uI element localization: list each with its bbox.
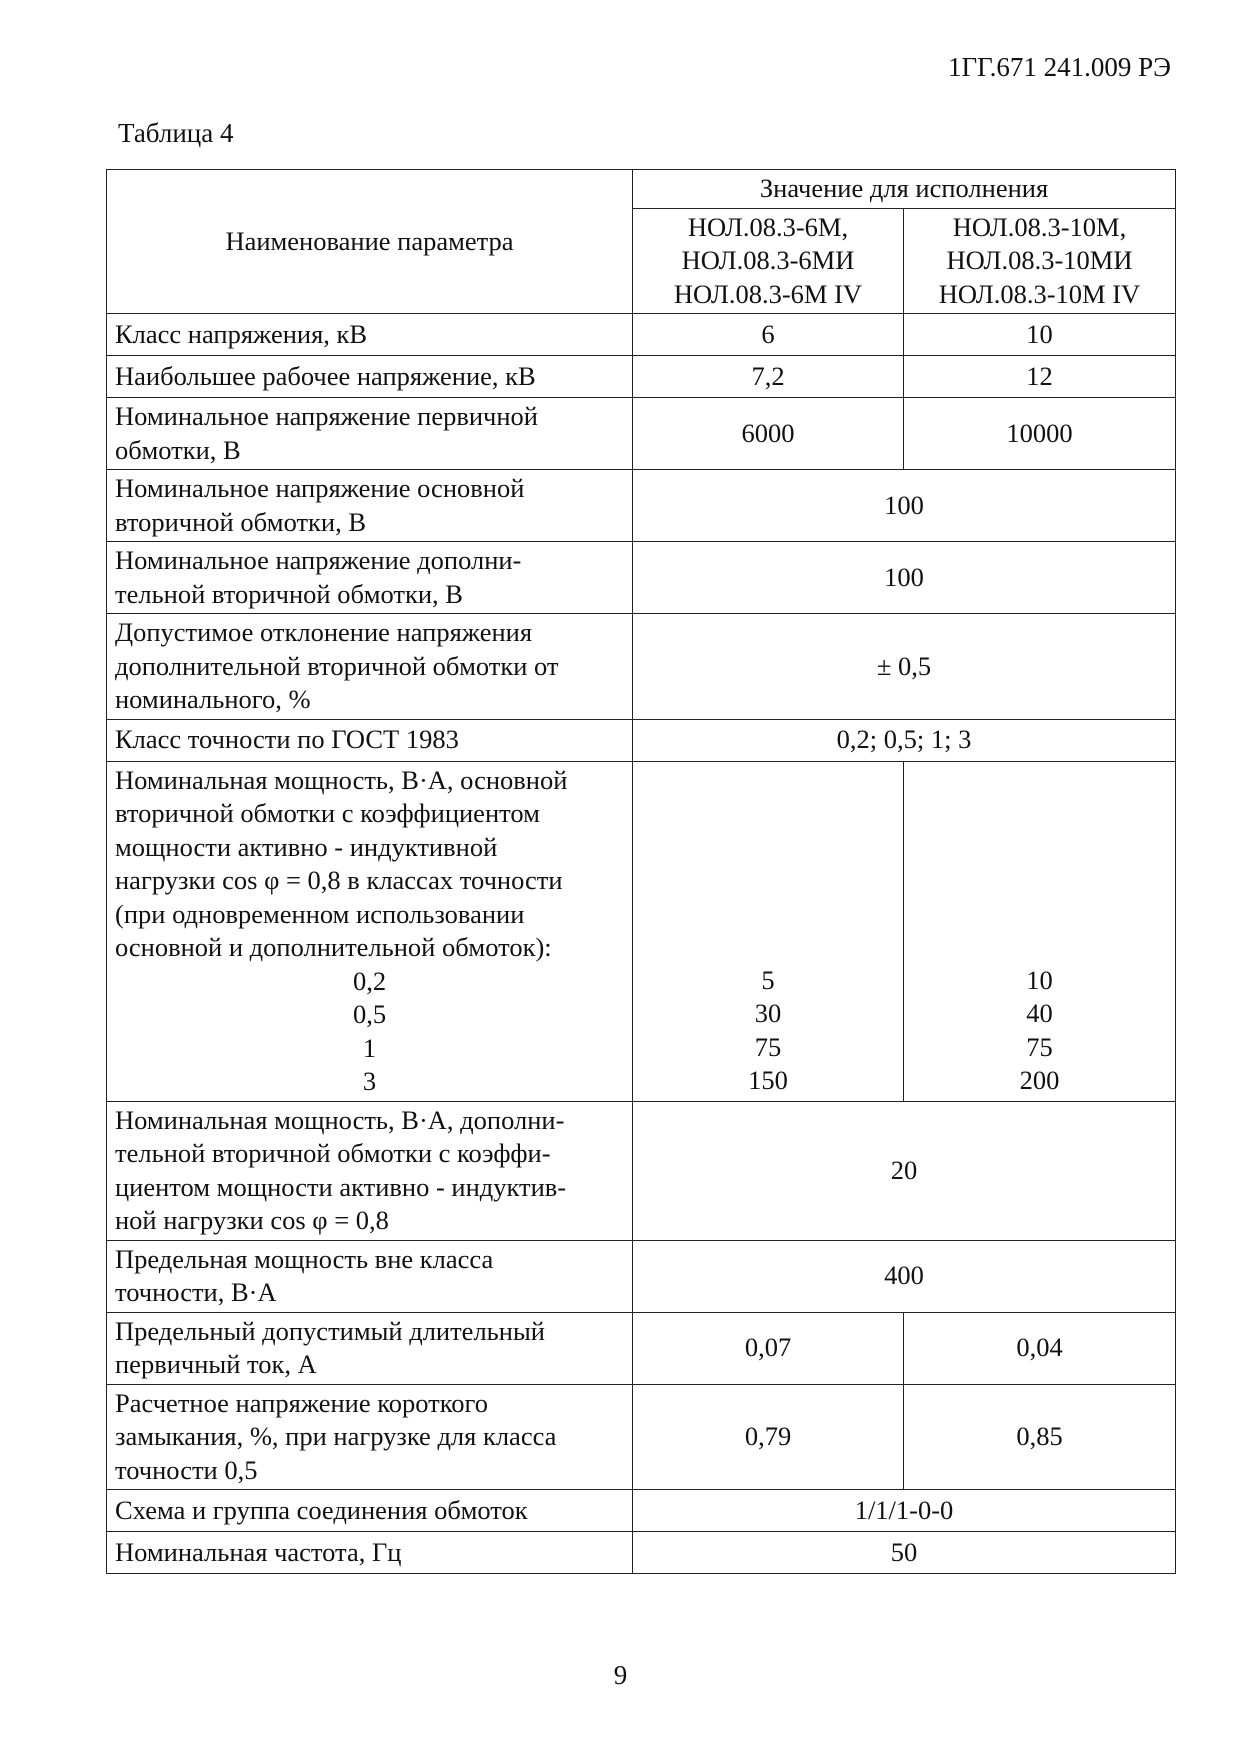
table-caption: Таблица 4	[118, 118, 234, 148]
power-value: 30	[754, 998, 782, 1028]
value-cell: 10000	[904, 398, 1176, 470]
param-cell	[107, 761, 633, 1101]
param-cell: Схема и группа соединения обмоток	[107, 1490, 633, 1532]
value-cell: 6	[633, 314, 904, 356]
parameters-table	[106, 169, 1176, 1574]
value-cell: 1/1/1-0-0	[633, 1490, 1176, 1532]
param-cell: Номинальное напряжение основной вторичной обмотки, В	[107, 470, 633, 542]
power-value: 10	[1026, 964, 1053, 995]
accuracy-class: 1	[362, 1032, 377, 1063]
value-cell: 100	[633, 470, 1176, 542]
table-row	[107, 356, 1176, 398]
value-cell: 50	[633, 1532, 1176, 1574]
table-row	[107, 1240, 1176, 1312]
power-value: 150	[748, 1065, 788, 1095]
param-cell: Класс напряжения, кВ	[107, 314, 633, 356]
table-row	[107, 1101, 1176, 1240]
param-cell: Предельный допустимый длительный первичный ток, А	[107, 1312, 633, 1384]
value-cell	[633, 761, 904, 1101]
param-cell: Номинальное напряжение первичной обмотки, В	[107, 398, 633, 470]
value-cell: 12	[904, 356, 1176, 398]
param-cell: Предельная мощность вне класса точности, В·А	[107, 1240, 633, 1312]
value-cell: 0,79	[633, 1384, 904, 1490]
value-cell: 400	[633, 1240, 1176, 1312]
value-cell: 0,07	[633, 1312, 904, 1384]
variant-b-header: НОЛ.08.3-10М, НОЛ.08.3-10МИ НОЛ.08.3-10М IV	[904, 208, 1176, 314]
value-cell: 20	[633, 1101, 1176, 1240]
param-cell: Класс точности по ГОСТ 1983	[107, 719, 633, 761]
power-value: 5	[761, 964, 775, 995]
power-value: 75	[754, 1031, 782, 1062]
value-group-header: Значение для исполнения	[633, 170, 1176, 209]
accuracy-class: 0,2	[352, 965, 387, 996]
value-cell: 7,2	[633, 356, 904, 398]
param-cell: Наибольшее рабочее напряжение, кВ	[107, 356, 633, 398]
param-cell: Расчетное напряжение короткого замыкания, %, при нагрузке для класса точности 0,5	[107, 1384, 633, 1490]
power-value: 40	[1026, 998, 1053, 1028]
accuracy-class: 0,5	[352, 999, 387, 1029]
value-cell: 0,04	[904, 1312, 1176, 1384]
table-row	[107, 470, 1176, 542]
document-number: 1ГГ.671 241.009 РЭ	[947, 52, 1171, 82]
table-row	[107, 1532, 1176, 1574]
value-cell	[904, 761, 1176, 1101]
power-value: 75	[1026, 1031, 1053, 1062]
power-value: 200	[1019, 1065, 1060, 1095]
table-row	[107, 314, 1176, 356]
table-row	[107, 398, 1176, 470]
value-cell: ± 0,5	[633, 614, 1176, 720]
param-cell: Номинальное напряжение дополни- тельной вторичной обмотки, В	[107, 542, 633, 614]
value-cell: 100	[633, 542, 1176, 614]
table-row	[107, 1384, 1176, 1490]
value-cell: 0,85	[904, 1384, 1176, 1490]
page-number: 9	[613, 1660, 628, 1690]
param-cell: Номинальная частота, Гц	[107, 1532, 633, 1574]
param-column-header: Наименование параметра	[107, 170, 633, 314]
table-row	[107, 542, 1176, 614]
table-row	[107, 1312, 1176, 1384]
param-cell: Номинальная мощность, В·А, дополни- тельной вторичной обмотки с коэффи- циентом мощности активно - индуктив- ной нагрузки cos φ = 0,8	[107, 1101, 633, 1240]
table-row	[107, 719, 1176, 761]
value-cell: 10	[904, 314, 1176, 356]
accuracy-class: 3	[362, 1066, 377, 1096]
param-cell: Допустимое отклонение напряжения дополнительной вторичной обмотки от номинального, %	[107, 614, 633, 720]
value-cell: 6000	[633, 398, 904, 470]
table-row	[107, 614, 1176, 720]
value-cell: 0,2; 0,5; 1; 3	[633, 719, 1176, 761]
variant-a-header: НОЛ.08.3-6М, НОЛ.08.3-6МИ НОЛ.08.3-6М IV	[633, 208, 904, 314]
param-text: Номинальная мощность, В·А, основной вторичной обмотки с коэффициентом мощности активно - индуктивной нагрузки cos φ = 0,8 в классах точности (при одновременном использовании основной и дополнительной обмоток):	[115, 764, 568, 962]
table-row	[107, 761, 1176, 1101]
table-row	[107, 1490, 1176, 1532]
